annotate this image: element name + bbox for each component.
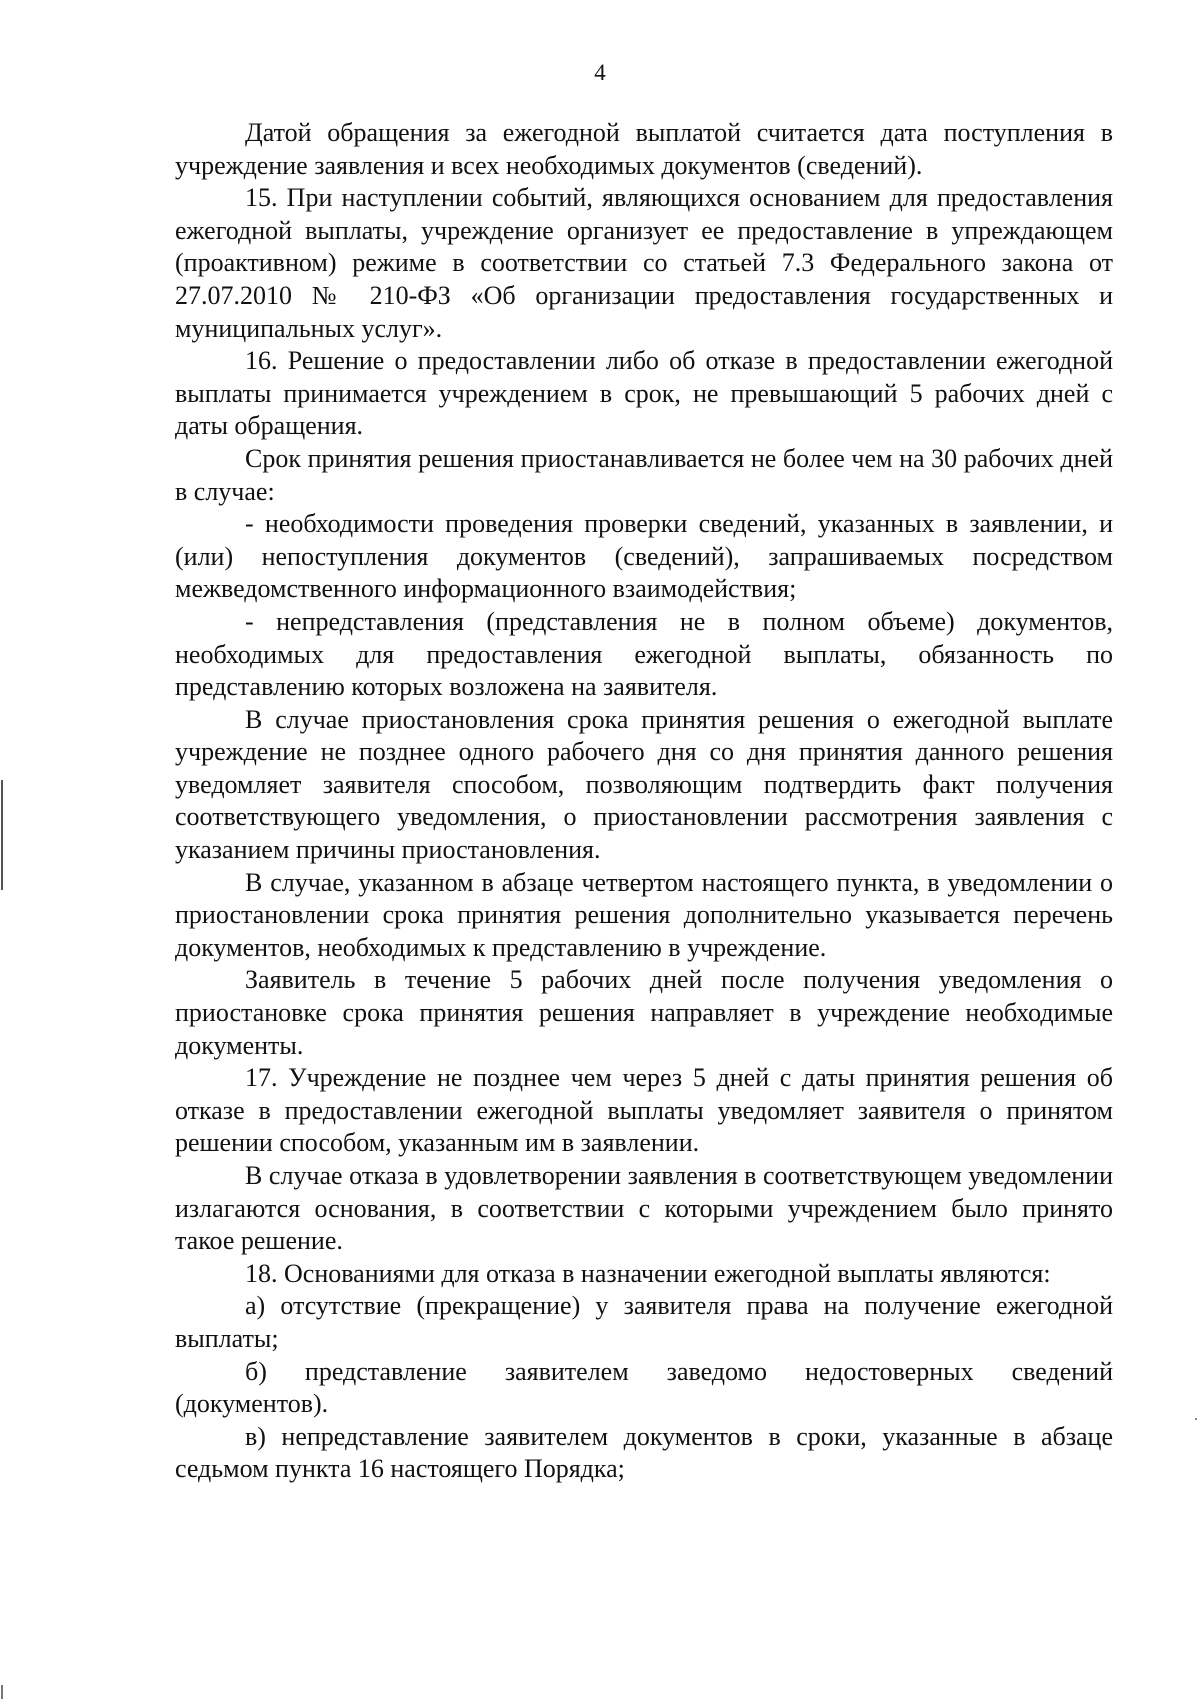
scan-edge-mark — [1, 780, 3, 890]
paragraph-suspension-notice: В случае приостановления срока принятия решения о ежегодной выплате учреждение не позднее одного рабочего дня со дня принятия данного решения уведомляет заявителя способом, позволяющим подтвердить факт получения соответствующего уведомления, о приостановлении рассмотрения заявления с указанием причины приостановления. — [175, 704, 1113, 865]
paragraph-applicant-submission: Заявитель в течение 5 рабочих дней после получения уведомления о приостановке срока принятия решения направляет в учреждение необходимые документы. — [175, 965, 1113, 1060]
paragraph-notice-document-list: В случае, указанном в абзаце четвертом настоящего пункта, в уведомлении о приостановлении срока принятия решения дополнительно указывается перечень документов, необходимых к представлению в учреждение. — [175, 867, 1113, 962]
paragraph-suspension-reason-documents: - непредставления (представления не в полном объеме) документов, необходимых для предоставления ежегодной выплаты, обязанность по представлению которых возложена на заявителя. — [175, 606, 1113, 702]
paragraph-item-16: 16. Решение о предоставлении либо об отказе в предоставлении ежегодной выплаты принимается учреждением в срок, не превышающий 5 рабочих дней с даты обращения. — [175, 346, 1113, 441]
paragraph-item-15: 15. При наступлении событий, являющихся основанием для предоставления ежегодной выплаты, учреждение организует ее предоставление в упреждающем (проактивном) режиме в соответствии со статьей 7.3 Федерального закона от 27.07.2010 № 210-ФЗ «Об организации предоставления государственных и муниципальных услуг». — [175, 183, 1113, 343]
document-body — [175, 117, 1113, 1486]
paragraph-item-18: 18. Основаниями для отказа в назначении ежегодной выплаты являются: — [245, 1258, 1051, 1288]
paragraph-refusal-grounds-notice: В случае отказа в удовлетворении заявления в соответствующем уведомлении излагаются основания, в соответствии с которыми учреждением было принято такое решение. — [175, 1161, 1113, 1256]
paragraph-suspension-term: Срок принятия решения приостанавливается не более чем на 30 рабочих дней в случае: — [175, 443, 1113, 506]
scan-edge-mark-bottom — [1, 1685, 3, 1699]
paragraph-item-18-a: а) отсутствие (прекращение) у заявителя права на получение ежегодной выплаты; — [175, 1291, 1113, 1353]
paragraph-item-18-c: в) непредставление заявителем документов в сроки, указанные в абзаце седьмом пункта 16 настоящего Порядка; — [175, 1421, 1113, 1484]
paragraph-suspension-reason-verification: - необходимости проведения проверки сведений, указанных в заявлении, и (или) непоступления документов (сведений), запрашиваемых посредством межведомственного информационного взаимодействия; — [175, 509, 1113, 604]
paragraph-date-of-application: Датой обращения за ежегодной выплатой считается дата поступления в учреждение заявления и всех необходимых документов (сведений). — [175, 118, 1113, 180]
paragraph-item-17: 17. Учреждение не позднее чем через 5 дней с даты принятия решения об отказе в предоставлении ежегодной выплаты уведомляет заявителя о принятом решении способом, указанным им в заявлении. — [175, 1063, 1113, 1158]
paragraph-item-18-b: б) представление заявителем заведомо недостоверных сведений (документов). — [175, 1356, 1113, 1419]
page-number: 4 — [594, 60, 606, 85]
scan-dust-dot — [1195, 1418, 1197, 1420]
